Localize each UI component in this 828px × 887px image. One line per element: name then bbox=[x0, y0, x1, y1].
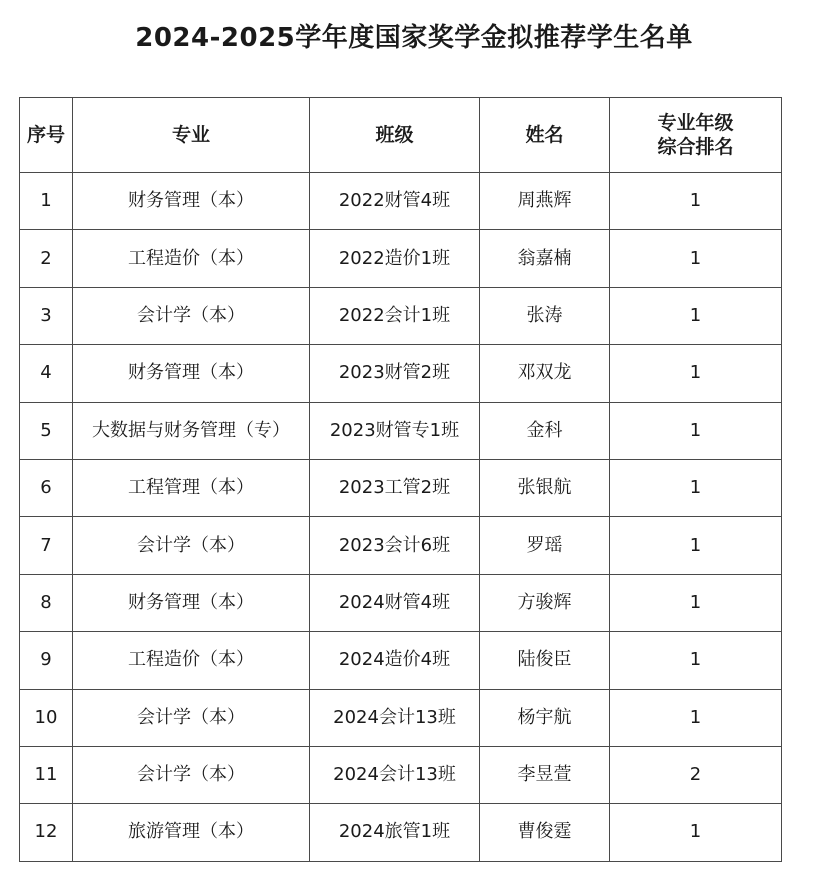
table-row bbox=[20, 287, 782, 344]
cell-no: 9 bbox=[20, 632, 73, 689]
header-rank-line2: 综合排名 bbox=[657, 136, 734, 158]
page-title: 2024-2025学年度国家奖学金拟推荐学生名单 bbox=[135, 23, 693, 53]
cell-major: 会计学（本） bbox=[73, 746, 310, 803]
table-row bbox=[20, 173, 782, 230]
cell-name: 陆俊臣 bbox=[480, 632, 610, 689]
cell-no: 11 bbox=[20, 746, 73, 803]
cell-class: 2024会计13班 bbox=[310, 746, 480, 803]
cell-major: 财务管理（本） bbox=[73, 173, 310, 230]
cell-rank: 1 bbox=[610, 230, 782, 287]
cell-rank: 1 bbox=[610, 173, 782, 230]
header-major: 专业 bbox=[73, 98, 310, 173]
cell-name: 金科 bbox=[480, 402, 610, 459]
cell-rank: 1 bbox=[610, 689, 782, 746]
cell-rank: 1 bbox=[610, 574, 782, 631]
cell-major: 会计学（本） bbox=[73, 517, 310, 574]
cell-rank: 1 bbox=[610, 517, 782, 574]
cell-rank: 1 bbox=[610, 459, 782, 516]
cell-major: 财务管理（本） bbox=[73, 345, 310, 402]
cell-class: 2022造价1班 bbox=[310, 230, 480, 287]
table-row bbox=[20, 632, 782, 689]
cell-no: 10 bbox=[20, 689, 73, 746]
table-row bbox=[20, 746, 782, 803]
cell-no: 1 bbox=[20, 173, 73, 230]
cell-class: 2023工管2班 bbox=[310, 459, 480, 516]
cell-major: 会计学（本） bbox=[73, 689, 310, 746]
table-row bbox=[20, 459, 782, 516]
header-rank-line1: 专业年级 bbox=[657, 112, 734, 134]
cell-name: 张涛 bbox=[480, 287, 610, 344]
cell-no: 12 bbox=[20, 804, 73, 861]
table-row bbox=[20, 230, 782, 287]
cell-name: 曹俊霆 bbox=[480, 804, 610, 861]
cell-class: 2022财管4班 bbox=[310, 173, 480, 230]
table-row bbox=[20, 517, 782, 574]
cell-name: 周燕辉 bbox=[480, 173, 610, 230]
cell-name: 邓双龙 bbox=[480, 345, 610, 402]
cell-rank: 1 bbox=[610, 287, 782, 344]
cell-rank: 1 bbox=[610, 402, 782, 459]
cell-class: 2024旅管1班 bbox=[310, 804, 480, 861]
cell-no: 4 bbox=[20, 345, 73, 402]
table-row bbox=[20, 574, 782, 631]
cell-class: 2023财管专1班 bbox=[310, 402, 480, 459]
table-row bbox=[20, 689, 782, 746]
cell-class: 2023财管2班 bbox=[310, 345, 480, 402]
table-header-row bbox=[20, 98, 782, 173]
cell-major: 会计学（本） bbox=[73, 287, 310, 344]
cell-no: 5 bbox=[20, 402, 73, 459]
table-row bbox=[20, 402, 782, 459]
cell-class: 2022会计1班 bbox=[310, 287, 480, 344]
cell-rank: 2 bbox=[610, 746, 782, 803]
table-row bbox=[20, 345, 782, 402]
cell-name: 方骏辉 bbox=[480, 574, 610, 631]
cell-rank: 1 bbox=[610, 804, 782, 861]
cell-no: 8 bbox=[20, 574, 73, 631]
header-no: 序号 bbox=[20, 98, 73, 173]
header-class: 班级 bbox=[310, 98, 480, 173]
cell-no: 3 bbox=[20, 287, 73, 344]
cell-no: 6 bbox=[20, 459, 73, 516]
cell-rank: 1 bbox=[610, 345, 782, 402]
scholarship-table bbox=[19, 97, 782, 862]
cell-class: 2024财管4班 bbox=[310, 574, 480, 631]
cell-major: 旅游管理（本） bbox=[73, 804, 310, 861]
cell-class: 2024造价4班 bbox=[310, 632, 480, 689]
cell-name: 张银航 bbox=[480, 459, 610, 516]
cell-rank: 1 bbox=[610, 632, 782, 689]
cell-class: 2023会计6班 bbox=[310, 517, 480, 574]
cell-major: 大数据与财务管理（专） bbox=[73, 402, 310, 459]
cell-name: 罗瑶 bbox=[480, 517, 610, 574]
cell-name: 翁嘉楠 bbox=[480, 230, 610, 287]
cell-major: 财务管理（本） bbox=[73, 574, 310, 631]
cell-no: 2 bbox=[20, 230, 73, 287]
cell-name: 杨宇航 bbox=[480, 689, 610, 746]
cell-name: 李昱萱 bbox=[480, 746, 610, 803]
cell-major: 工程管理（本） bbox=[73, 459, 310, 516]
table-row bbox=[20, 804, 782, 861]
cell-major: 工程造价（本） bbox=[73, 632, 310, 689]
header-rank bbox=[610, 98, 782, 173]
cell-no: 7 bbox=[20, 517, 73, 574]
cell-class: 2024会计13班 bbox=[310, 689, 480, 746]
cell-major: 工程造价（本） bbox=[73, 230, 310, 287]
header-name: 姓名 bbox=[480, 98, 610, 173]
